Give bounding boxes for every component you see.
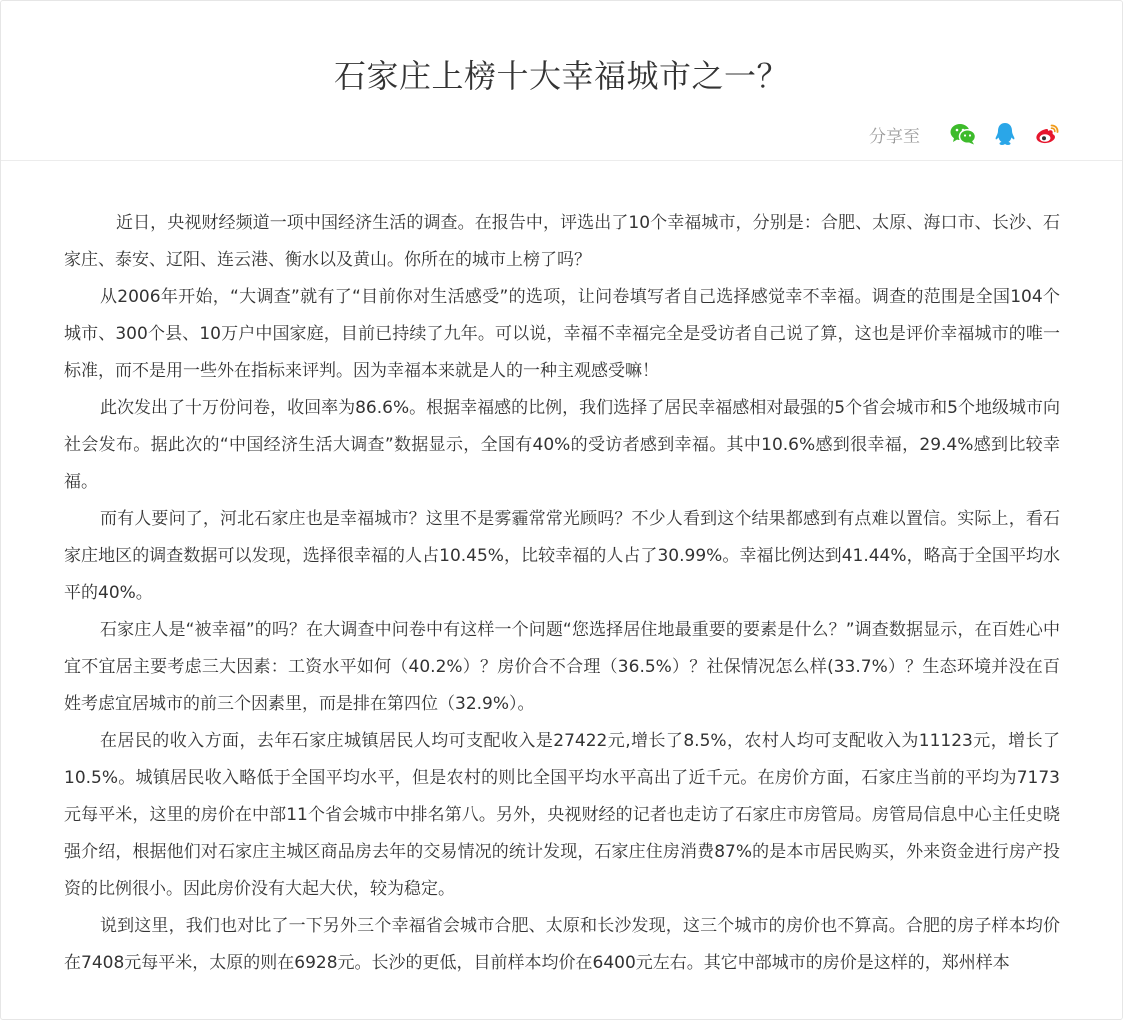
article-body [1,161,1122,982]
article-header [1,1,1122,161]
page-title: 石家庄上榜十大幸福城市之一？ [333,57,789,95]
qq-icon[interactable] [992,121,1018,147]
paragraph: 在居民的收入方面，去年石家庄城镇居民人均可支配收入是27422元,增长了8.5%，农村人均可支配收入为11123元，增长了10.5%。城镇居民收入略低于全国平均水平，但是农村的则比全国平均水平高出了近千元。在房价方面，石家庄当前的平均为7173元每平米，这里的房价在中部11个省会城市中排名第八。另外，央视财经的记者也走访了石家庄市房管局。房管局信息中心主任史晓强介绍，根据他们对石家庄主城区商品房去年的交易情况的统计发现，石家庄住房消费87%的是本市居民购买，外来资金进行房产投资的比例很小。因此房价没有大起大伏，较为稳定。 [64,731,1060,899]
share-label: 分享至 [869,126,920,147]
paragraph: 此次发出了十万份问卷，收回率为86.6%。根据幸福感的比例，我们选择了居民幸福感相对最强的5个省会城市和5个地级城市向社会发布。据此次的“中国经济生活大调查”数据显示，全国有40%的受访者感到幸福。其中10.6%感到很幸福，29.4%感到比较幸福。 [64,398,1060,492]
paragraph: 从2006年开始，“大调查”就有了“目前你对生活感受”的选项，让问卷填写者自己选择感觉幸不幸福。调查的范围是全国104个城市、300个县、10万户中国家庭，目前已持续了九年。可以说，幸福不幸福完全是受访者自己说了算，这也是评价幸福城市的唯一标准，而不是用一些外在指标来评判。因为幸福本来就是人的一种主观感受嘛！ [64,287,1060,381]
wechat-icon[interactable] [950,121,976,147]
weibo-icon[interactable] [1034,121,1060,147]
share-bar [869,121,1060,147]
paragraph: 近日，央视财经频道一项中国经济生活的调查。在报告中，评选出了10个幸福城市，分别是：合肥、太原、海口市、长沙、石家庄、泰安、辽阳、连云港、衡水以及黄山。你所在的城市上榜了吗？ [64,213,1060,270]
paragraph: 而有人要问了，河北石家庄也是幸福城市？这里不是雾霾常常光顾吗？不少人看到这个结果都感到有点难以置信。实际上，看石家庄地区的调查数据可以发现，选择很幸福的人占10.45%，比较幸福的人占了30.99%。幸福比例达到41.44%，略高于全国平均水平的40%。 [64,509,1060,603]
paragraph: 说到这里，我们也对比了一下另外三个幸福省会城市合肥、太原和长沙发现，这三个城市的房价也不算高。合肥的房子样本均价在7408元每平米，太原的则在6928元。长沙的更低，目前样本均价在6400元左右。其它中部城市的房价是这样的，郑州样本 [64,916,1060,973]
paragraph: 石家庄人是“被幸福”的吗？在大调查中问卷中有这样一个问题“您选择居住地最重要的要素是什么？”调查数据显示，在百姓心中宜不宜居主要考虑三大因素：工资水平如何（40.2%）？房价合不合理（36.5%）？社保情况怎么样(33.7%）？生态环境并没在百姓考虑宜居城市的前三个因素里，而是排在第四位（32.9%）。 [64,620,1060,714]
